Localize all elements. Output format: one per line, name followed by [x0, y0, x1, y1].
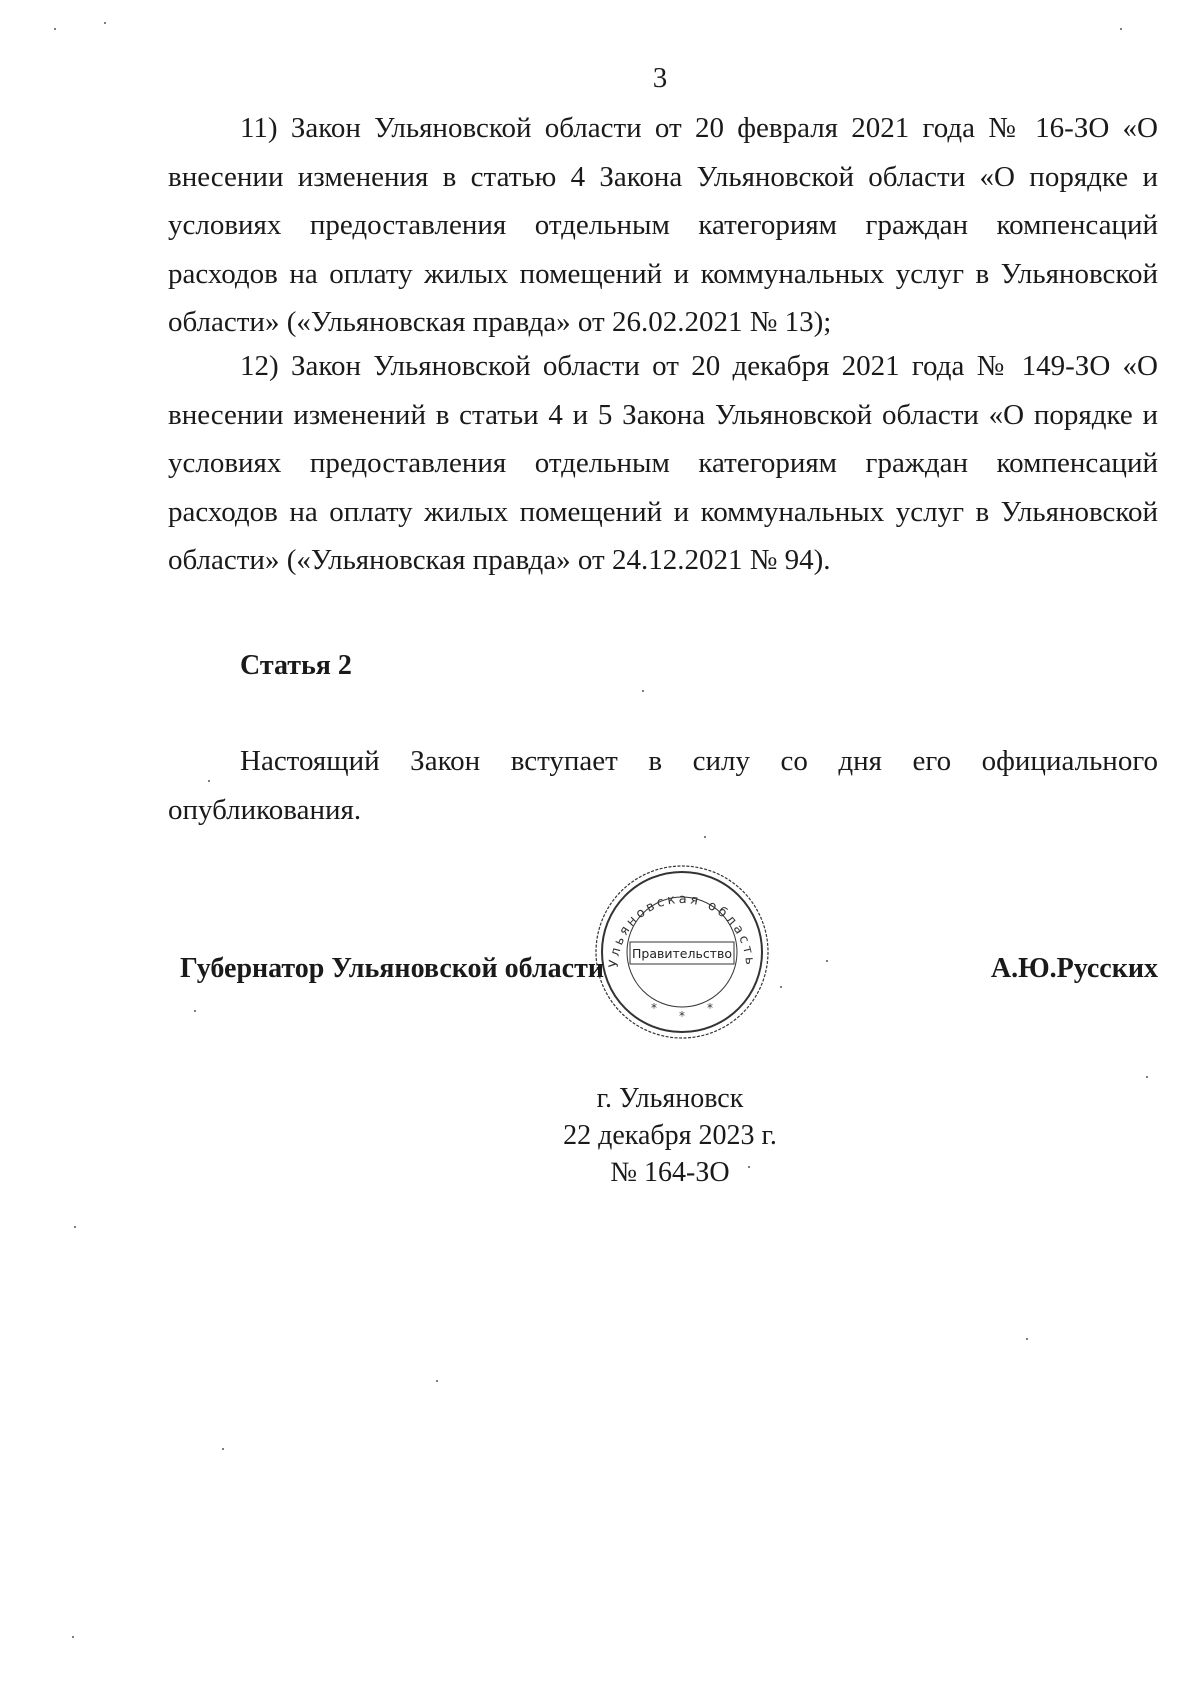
scan-speck [436, 1380, 438, 1382]
scan-speck [1146, 1076, 1148, 1078]
signatory-title: Губернатор Ульяновской области [180, 953, 604, 984]
scan-speck [72, 1636, 74, 1638]
scan-speck [704, 836, 706, 838]
scan-speck [826, 960, 828, 962]
scan-speck [642, 690, 644, 692]
issuance-block [510, 1080, 830, 1191]
page-number: 3 [652, 62, 668, 94]
seal-center-text: Правительство [632, 946, 732, 961]
seal-ring-text: Ульяновская область [606, 891, 758, 969]
scan-speck [208, 780, 210, 782]
scan-speck [222, 1448, 224, 1450]
scan-speck [54, 28, 56, 30]
official-seal [592, 862, 772, 1042]
issuance-place: г. Ульяновск [596, 1083, 744, 1114]
scan-speck [1026, 1338, 1028, 1340]
list-item-12: 12) Закон Ульяновской области от 20 декабря 2021 года № 149-ЗО «О внесении изменений в статьи 4 и 5 Закона Ульяновской области «О порядке и условиях предоставления отдельным категориям граждан компенсаций расходов на оплату жилых помещений и коммунальных услуг в Ульяновской области» («Ульяновская правда» от 24.12.2021 № 94). [168, 350, 1158, 576]
scan-speck [748, 1166, 750, 1168]
law-number: № 164-ЗО [610, 1157, 730, 1188]
seal-star-icon: * [679, 1009, 685, 1023]
seal-star-icon: * [651, 1001, 657, 1015]
article-text: Настоящий Закон вступает в силу со дня его официального опубликования. [168, 745, 1158, 826]
scan-speck [74, 1226, 76, 1228]
scan-speck [104, 22, 106, 24]
list-item-11: 11) Закон Ульяновской области от 20 февраля 2021 года № 16-ЗО «О внесении изменения в статью 4 Закона Ульяновской области «О порядке и условиях предоставления отдельным категориям граждан компенсаций расходов на оплату жилых помещений и коммунальных услуг в Ульяновской области» («Ульяновская правда» от 26.02.2021 № 13); [168, 112, 1158, 338]
scan-speck [194, 1010, 196, 1012]
signatory-name: А.Ю.Русских [990, 953, 1158, 984]
seal-star-icon: * [707, 1001, 713, 1015]
issuance-date: 22 декабря 2023 г. [563, 1120, 777, 1151]
article-heading: Статья 2 [240, 650, 352, 681]
scan-speck [780, 986, 782, 988]
scan-speck [1120, 28, 1122, 30]
